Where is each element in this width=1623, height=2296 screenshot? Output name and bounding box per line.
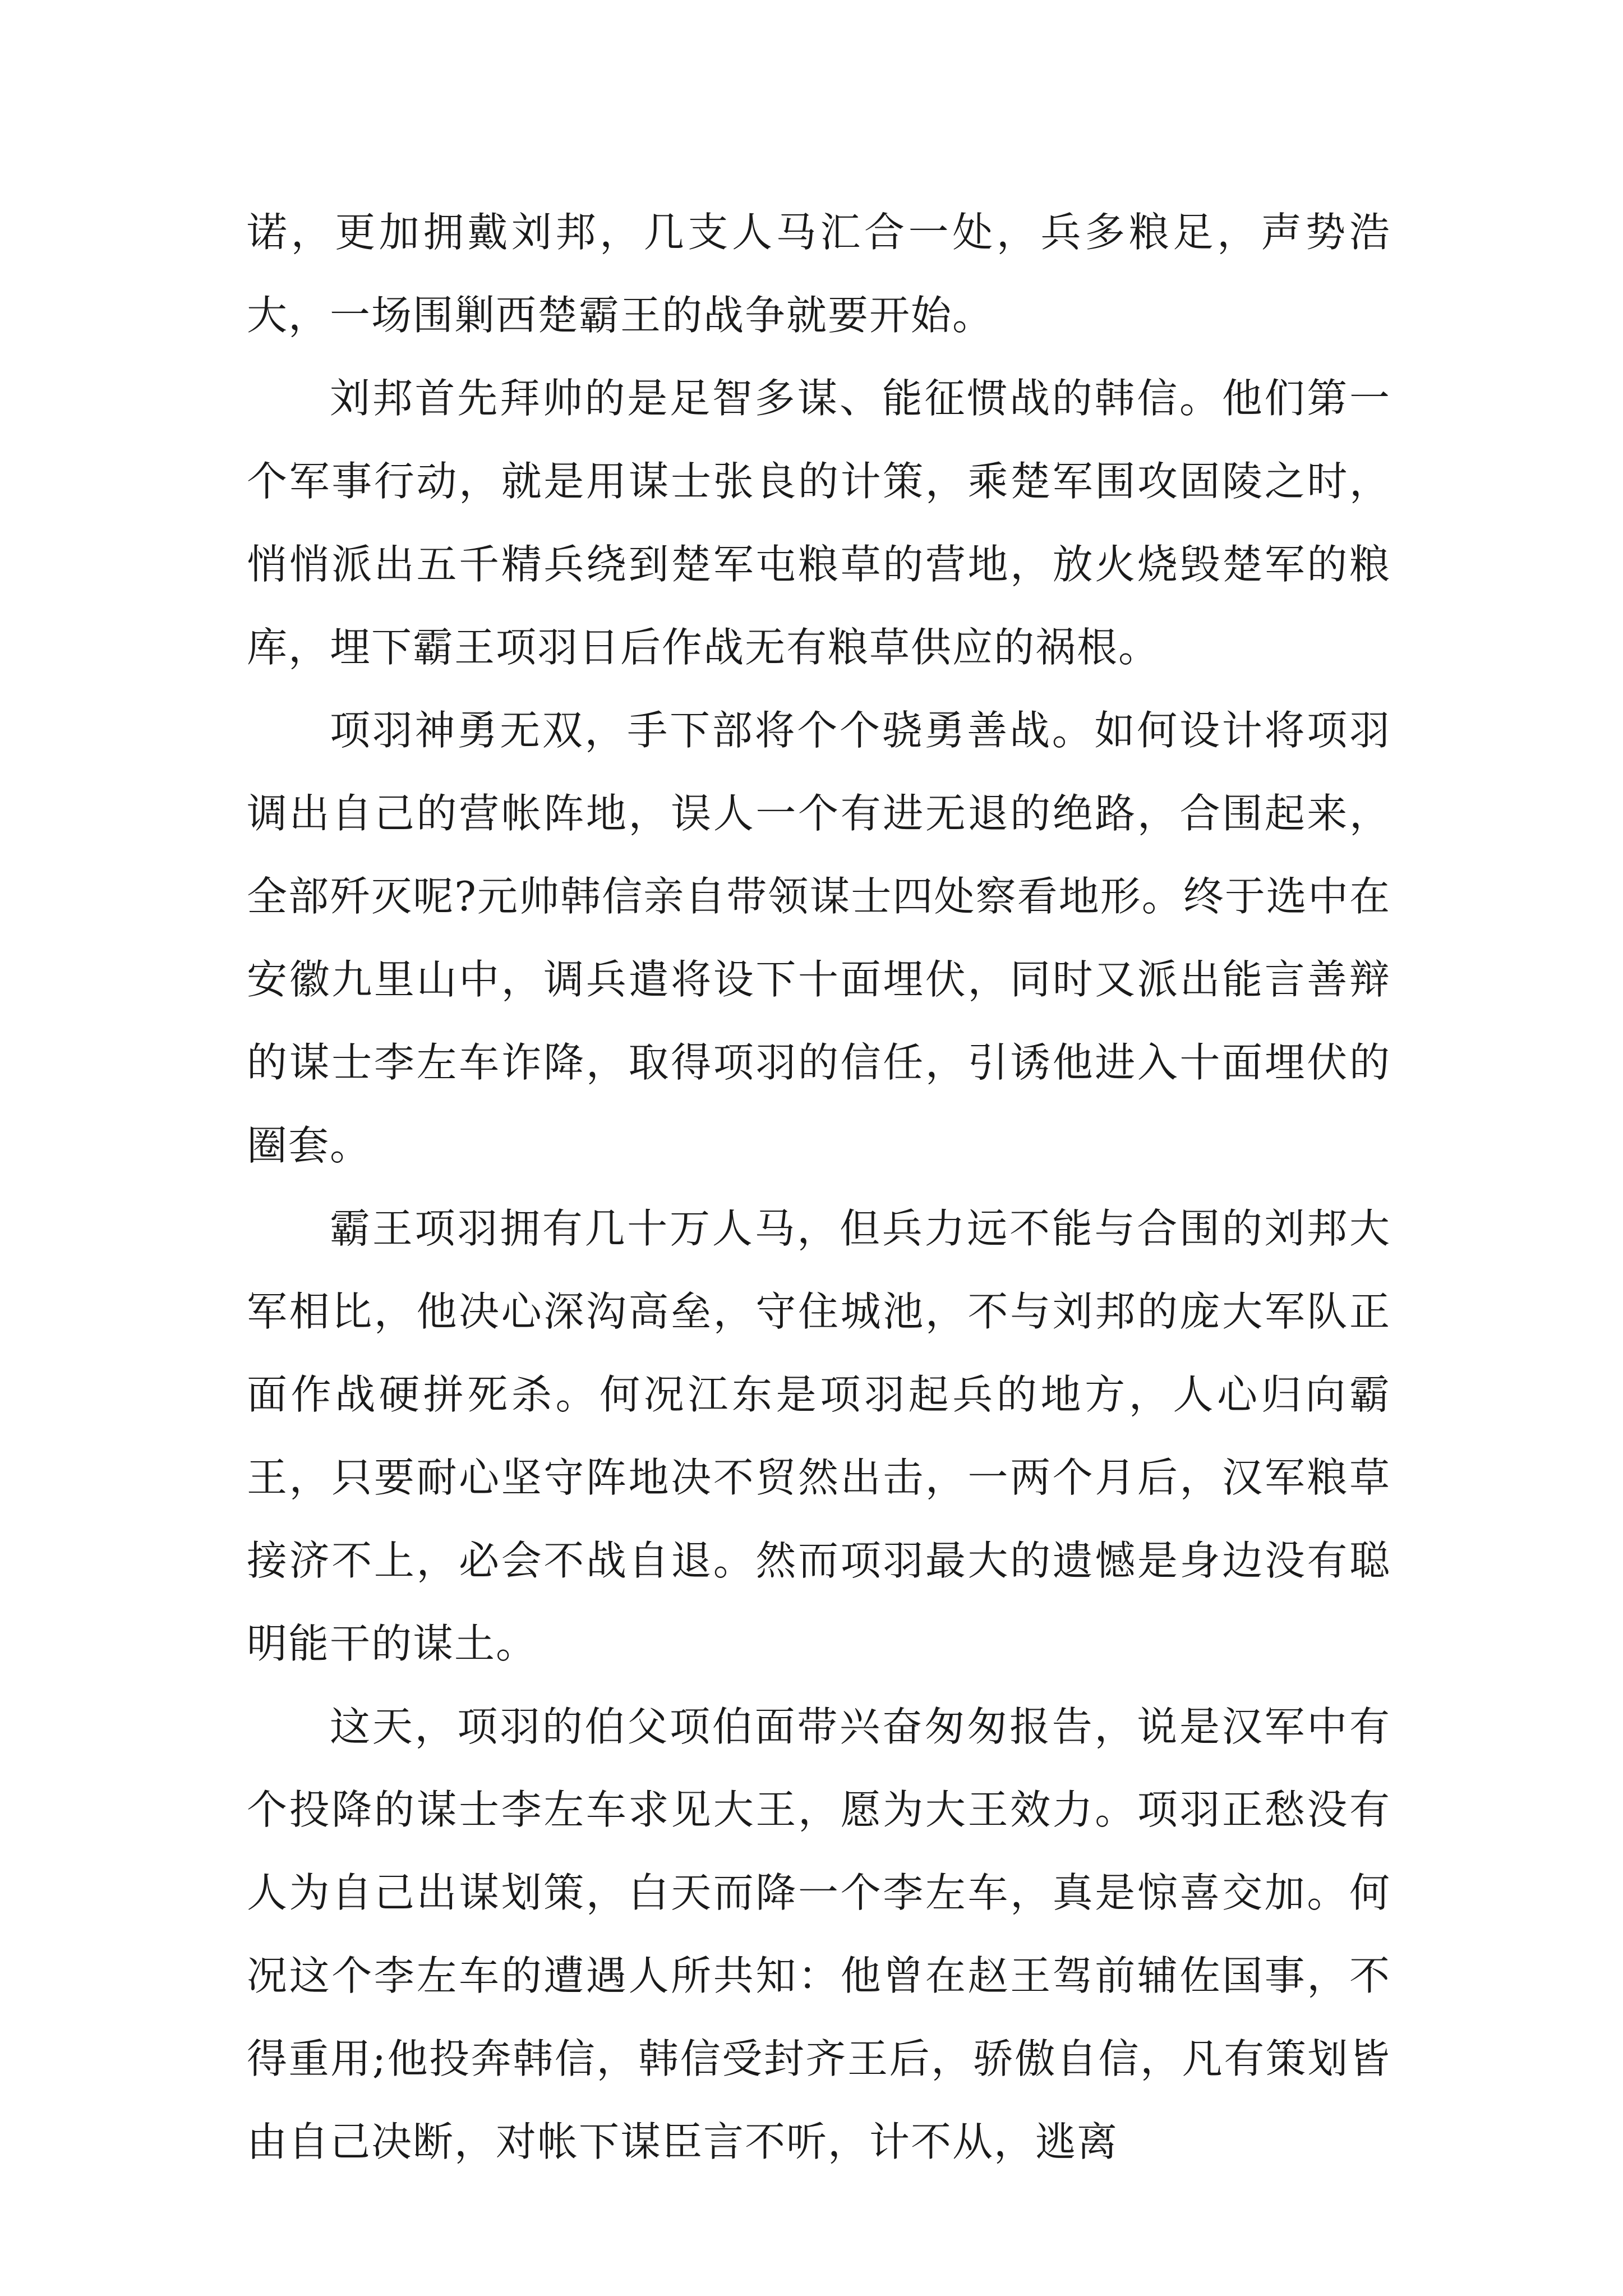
paragraph-1: 诺，更加拥戴刘邦，几支人马汇合一处，兵多粮足，声势浩大，一场围剿西楚霸王的战争就要开始。 xyxy=(247,209,1391,339)
body-text xyxy=(247,191,1391,2183)
paragraph-5: 这天，项羽的伯父项伯面带兴奋匆匆报告，说是汉军中有个投降的谋士李左车求见大王，愿为大王效力。项羽正愁没有人为自己出谋划策，白天而降一个李左车，真是惊喜交加。何况这个李左车的遭遇人所共知：他曾在赵王驾前辅佐国事，不得重用;他投奔韩信，韩信受封齐王后，骄傲自信，凡有策划皆由自己决断，对帐下谋臣言不听，计不从，逃离 xyxy=(247,1703,1391,2165)
paragraph-3: 项羽神勇无双，手下部将个个骁勇善战。如何设计将项羽调出自己的营帐阵地，误人一个有进无退的绝路，合围起来，全部歼灭呢?元帅韩信亲自带领谋士四处察看地形。终于选中在安徽九里山中，调兵遣将设下十面埋伏，同时又派出能言善辩的谋士李左车诈降，取得项羽的信任，引诱他进入十面埋伏的圈套。 xyxy=(247,707,1391,1169)
paragraph-4: 霸王项羽拥有几十万人马，但兵力远不能与合围的刘邦大军相比，他决心深沟高垒，守住城池，不与刘邦的庞大军队正面作战硬拼死杀。何况江东是项羽起兵的地方，人心归向霸王，只要耐心坚守阵地决不贸然出击，一两个月后，汉军粮草接济不上，必会不战自退。然而项羽最大的遗憾是身边没有聪明能干的谋土。 xyxy=(247,1205,1391,1667)
paragraph-2: 刘邦首先拜帅的是足智多谋、能征惯战的韩信。他们第一个军事行动，就是用谋士张良的计策，乘楚军围攻固陵之时，悄悄派出五千精兵绕到楚军屯粮草的营地，放火烧毁楚军的粮库，埋下霸王项羽日后作战无有粮草供应的祸根。 xyxy=(247,375,1391,671)
